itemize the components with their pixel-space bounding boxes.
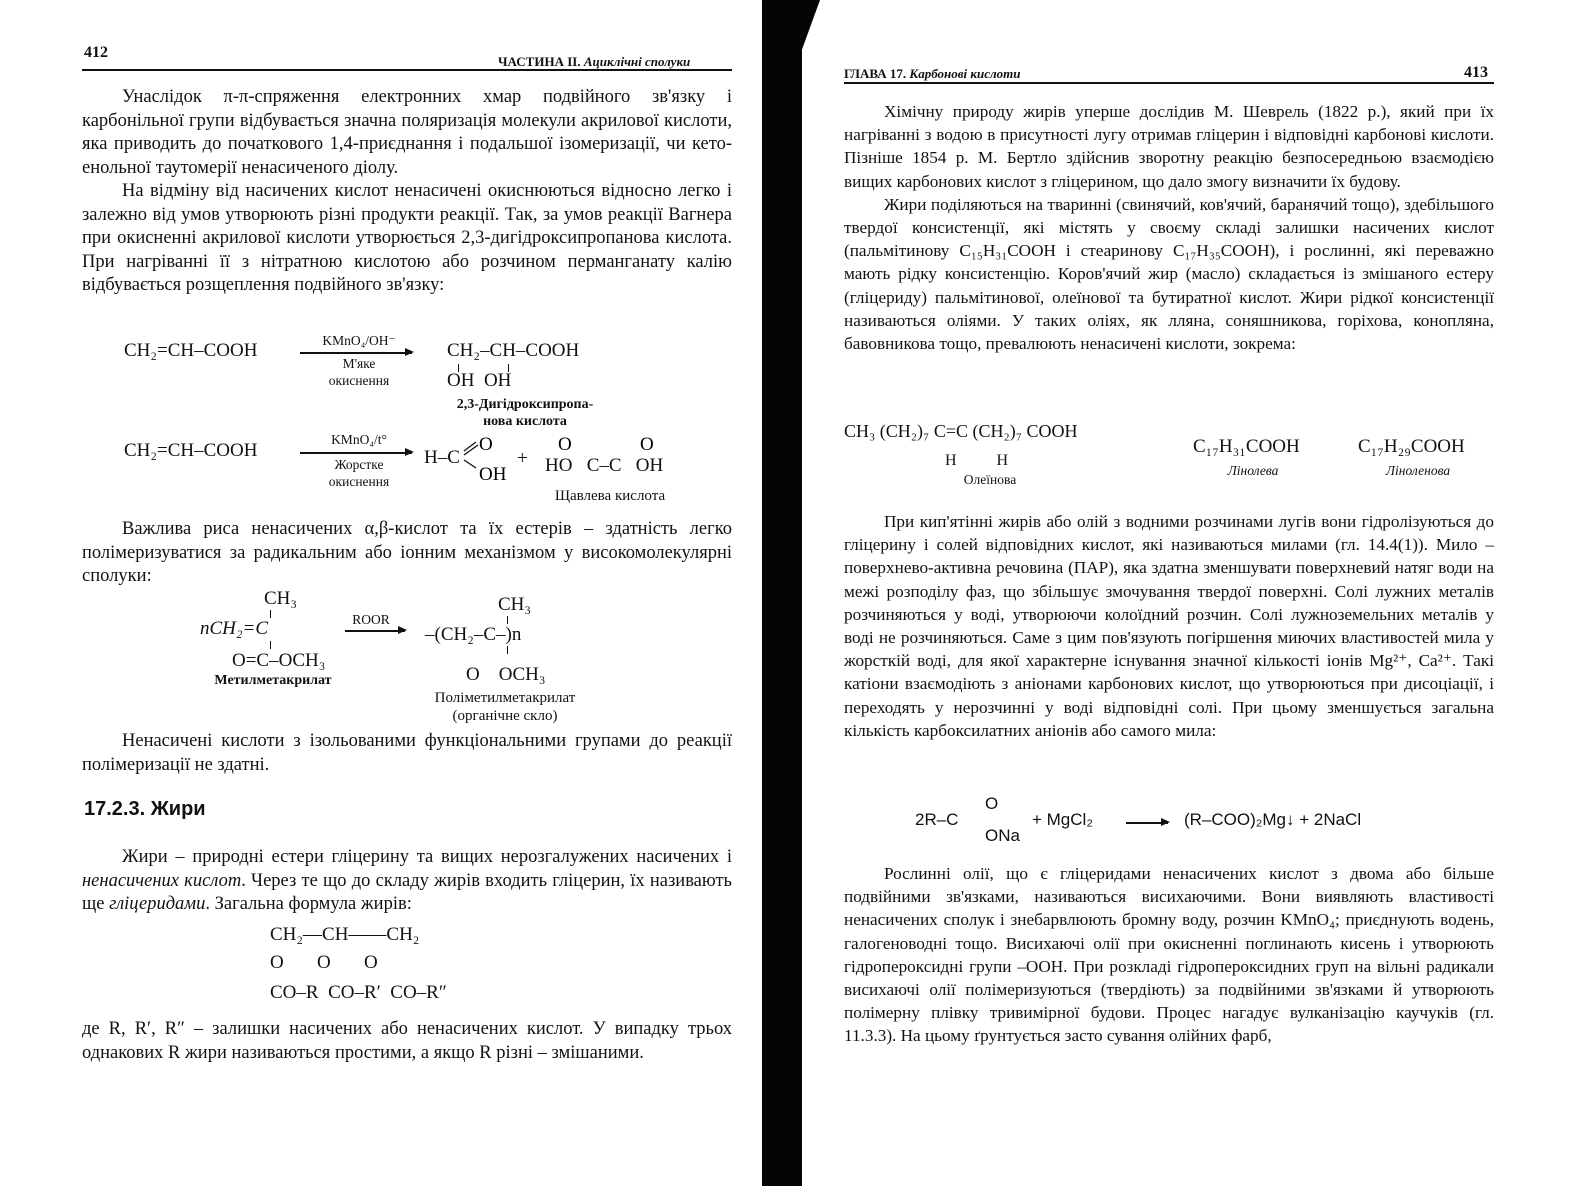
product-substituents: OH OH: [447, 370, 512, 391]
fat-formula-acyls: CO–R CO–R′ CO–R″: [270, 982, 447, 1003]
right-page: [800, 0, 1585, 1186]
paragraph-text: Рослинні олії, що є гліцеридами ненасичених кислот з двома або більше подвійними зв'язками, називаються висихаючими. Вони виявляють властивості ненасичених сполук і знебарвлюють бромну воду, розчин KMnO₄; приєднують водень, галогеноводні тощо. Висихаючі олії при окисненні поглинають кисень і утворюють гідропероксидні групи –OOH. При розкладі гідропероксидних груп на вільні радикали висихаючі олії полімеризуються (твердіють) за подвійними зв'язками й утворюють полімерну плівку тривимірної будови. Процес нагадує вулканізацію каучуків (гл. 11.3.3). На цьому ґрунтується засто сування олійних фарб,: [844, 864, 1494, 1046]
oleic-acid-formula: CH₃ (CH₂)₇ C=C (CH₂)₇ COOH: [844, 421, 1078, 441]
page-number: 413: [1464, 64, 1488, 81]
running-header-part: ГЛАВА 17.: [844, 66, 907, 81]
section-heading: 17.2.3. Жири: [84, 798, 206, 820]
bond: [507, 616, 508, 624]
paragraph-text: Жири поділяються на тваринні (свинячий, ков'ячий, баранячий тощо), здебільшого твердої консистенції, які містять у своєму складі залишки насичених кислот (пальмітинову C₁₅H₃₁COOH і стеаринову C₁₇H₃₅COOH), і рослинні, які переважно мають рідку консистенцію. Коров'ячий жир (масло) складається із змішаного естеру (гліцериду) пальмітинової, олеїнової та бутиратної кислот. Жири рідкої консистенції називаються оліями. У таких оліях, як лляна, соняшникова, горіхова, конопляна, бавовникова тощо, превалюють ненасичені кислоти, зокрема:: [844, 194, 1494, 354]
reaction-arrow: [300, 352, 412, 354]
svg-text:O: O: [640, 434, 654, 455]
bond: [507, 646, 508, 654]
oxalic-acid: HO C–C OH: [545, 455, 664, 476]
svg-text:O: O: [479, 434, 493, 455]
methyl-group: CH₃: [264, 588, 298, 609]
text-run: . Через те що до складу жирів входить гліцерин, їх називають ще: [82, 870, 732, 914]
methyl-group: CH₃: [498, 594, 532, 615]
carbonyl-oxygen: O: [985, 794, 999, 813]
paragraph-text: Ненасичені кислоти з ізольованими функціональними групами до реакції полімеризації не здатні.: [82, 731, 732, 775]
paragraph-text: Важлива риса ненасичених α,β-кислот та їх естерів – здатність легко полімеризуватися за радикальним або іонним механізмом у високомолекулярні сполуки:: [82, 519, 732, 586]
book-gutter: [762, 0, 802, 1186]
running-header: [844, 66, 1021, 82]
formic-acid-groups: [462, 432, 522, 487]
polymer-ester: O OCH₃: [466, 664, 546, 685]
sodium-oxide: ONa: [985, 826, 1020, 845]
reactant: CH₂=CH–COOH: [124, 440, 258, 461]
text-run: гліцеридами: [109, 894, 206, 914]
polymer: –(CH₂–C–)n: [425, 624, 522, 645]
product-name: 2,3-Дигідроксипропа-: [456, 397, 594, 412]
condition: окиснення: [328, 474, 390, 489]
linoleic-acid-formula: C₁₇H₃₁COOH: [1193, 436, 1300, 457]
carboxylate: 2R–C: [915, 810, 959, 829]
fat-formula-oxygens: O O O: [270, 952, 378, 973]
running-header: [498, 54, 690, 70]
magnesium-chloride: + MgCl₂: [1032, 810, 1093, 829]
paragraph-6: [82, 1018, 732, 1065]
condition: М'яке: [342, 356, 376, 371]
running-header-title: Карбонові кислоти: [909, 66, 1021, 81]
left-page: [0, 0, 765, 1186]
reaction-arrow: [300, 452, 412, 454]
paragraph-text: де R, R′, R″ – залишки насичених або ненасичених кислот. У випадку трьох однакових R жири називаються простими, а якщо R різні – змішаними.: [82, 1019, 732, 1063]
initiator: ROOR: [352, 612, 390, 627]
linolenic-acid-name: Ліноленова: [1385, 463, 1451, 478]
product-name: нова кислота: [483, 414, 567, 429]
product: CH₂–CH–COOH: [447, 340, 580, 361]
paragraph-text: Унаслідок π-π-спряження електронних хмар подвійного зв'язку і карбонільної групи відбувається значна поляризація молекули акрилової кислоти, яка приводить до початкового 1,4-приєднання і подальшої ізомеризації, чи кето-енольної таутомерії ненасиченого діолу.: [82, 87, 732, 178]
monomer-name: Метилметакрилат: [214, 673, 332, 688]
soap-products: (R–COO)₂Mg↓ + 2NaCl: [1184, 810, 1362, 829]
plus-sign: +: [517, 448, 528, 469]
paragraph-text: На відміну від насичених кислот ненасичені окиснюються відносно легко і залежно від умов утворюють різні продукти реакції. Так, за умов реакції Вагнера при окисненні акрилової кислоти утворюється 2,3-дигідроксипропанова кислота. При нагріванні її з нітратною кислотою або розчином перманганату калію відбувається розщеплення подвійного зв'язку:: [82, 181, 732, 295]
bond: [270, 641, 271, 649]
running-header-part: ЧАСТИНА ІІ.: [498, 54, 581, 69]
paragraph-text: Хімічну природу жирів уперше дослідив М. Шеврель (1822 р.), який при їх нагріванні з водою в присутності лугу отримав гліцерин і відповідні карбонові кислоти. Пізніше 1854 р. М. Бертло здійснив зворотну реакцію безпосередньою взаємодією вищих карбонових кислот з гліцерином, що дало змогу визначити їх будову.: [844, 102, 1494, 191]
reaction-arrow: [1126, 822, 1168, 824]
paragraph-1: [82, 86, 732, 298]
paragraph-5: [82, 846, 732, 917]
paragraph-3: [82, 518, 732, 589]
text-run: Жири – природні естери гліцерину та вищих нерозгалужених насичених і: [122, 847, 732, 867]
polymer-name: Поліметилметакрилат: [434, 690, 576, 706]
reagent: KMnO₄/t°: [331, 432, 387, 447]
paragraph-text: [82, 846, 732, 917]
text-run: . Загальна формула жирів:: [205, 894, 412, 914]
paragraph-4: [844, 862, 1494, 1048]
paragraph-4: [82, 730, 732, 777]
reagent: KMnO₄/OH⁻: [322, 333, 396, 348]
oleic-acid-hydrogens: H H: [945, 452, 1009, 469]
oxalic-acid-groups: [558, 432, 668, 462]
svg-text:OH: OH: [479, 464, 507, 485]
oleic-acid-name: Олеїнова: [963, 472, 1017, 487]
text-run: ненасичених кислот: [82, 870, 242, 891]
header-rule: [82, 69, 732, 71]
header-rule: [844, 82, 1494, 84]
reactant: CH₂=CH–COOH: [124, 340, 258, 361]
page-number: 412: [84, 44, 108, 61]
running-header-title: Ациклічні сполуки: [583, 54, 691, 69]
reaction-arrow: [345, 630, 405, 632]
product-name: Щавлева кислота: [554, 488, 666, 504]
linolenic-acid-formula: C₁₇H₂₉COOH: [1358, 436, 1465, 457]
linoleic-acid-name: Лінолева: [1227, 463, 1279, 478]
paragraph-3: [844, 510, 1494, 742]
formic-acid: H–C: [424, 447, 460, 468]
fat-formula-backbone: CH₂—CH——CH₂: [270, 924, 420, 945]
polymer-name: (органічне скло): [452, 708, 558, 724]
condition: Жорстке: [334, 457, 384, 472]
paragraph-1: [844, 100, 1494, 355]
bond: [270, 610, 271, 618]
condition: окиснення: [328, 373, 390, 388]
monomer: nCH₂=C: [200, 618, 268, 639]
paragraph-text: При кип'ятінні жирів або олій з водними розчинами лугів вони гідролізуються до гліцерину і солей відповідних кислот, які називаються милами (гл. 14.4(1)). Мило – поверхнево-активна речовина (ПАР), яка здатна зменшувати поверхневий натяг води на межі розподілу фаз, що збільшує змочування твердої поверхні. Солі лужних металів розчиняються у воді, утворюючи колоїдний розчин. Солі лужноземельних металів у воді не розчиняються. Саме з цим пов'язують погіршення миючих властивостей мила у жорсткій воді, для якої характерне існування значної кількості іонів Mg²⁺, Ca²⁺. Такі катіони взаємодіють з аніонами карбонових кислот, що утворюються при дисоціації, і переходять у нерозчинні у воді відповідні солі. При цьому зменшується загальна кількість карбоксилатних аніонів або самого мила:: [844, 512, 1494, 740]
svg-text:O: O: [558, 434, 572, 455]
monomer-ester: O=C–OCH₃: [232, 650, 326, 671]
